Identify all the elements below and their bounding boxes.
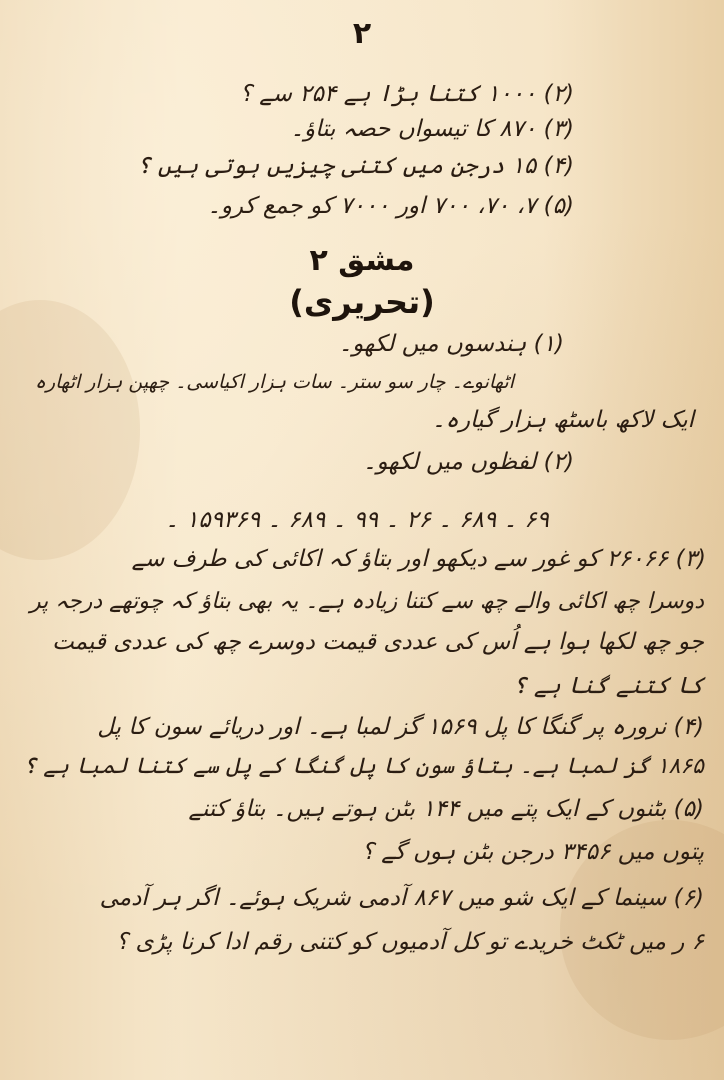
- text-line: (۳) ۲۶۰۶۶ کو غور سے دیکھو اور بتاؤ کہ اکائی کی طرف سے: [131, 546, 706, 572]
- text-line: کا کتنے گنا ہے ؟: [513, 673, 704, 699]
- text-line: ایک لاکھ باسٹھ ہزار گیارہ۔: [432, 407, 694, 433]
- text-line: پتوں میں ۳۴۵۶ درجن بٹن ہوں گے ؟: [361, 839, 704, 865]
- section-question: (۲) لفظوں میں لکھو۔: [363, 449, 574, 475]
- text-line: ۱۸۶۵ گز لمبا ہے۔ بتاؤ سون کا پل گنگا کے پل سے کتنا لمبا ہے ؟: [23, 754, 704, 779]
- numbers-line: ۶۹ ۔ ۶۸۹ ۔ ۲۶ ۔ ۹۹ ۔ ۶۸۹ ۔ ۱۵۹۳۶۹ ۔: [165, 507, 549, 533]
- paper-stain: [0, 300, 140, 560]
- question-line: (۳) ۸۷۰ کا تیسواں حصہ بتاؤ۔: [290, 116, 574, 142]
- text-line: جو چھ لکھا ہوا ہے اُس کی عددی قیمت دوسرے چھ کی عددی قیمت: [52, 629, 704, 655]
- text-line: ۶ ر میں ٹکٹ خریدے تو کل آدمیوں کو کتنی رقم ادا کرنا پڑی ؟: [115, 929, 704, 955]
- question-line: (۵) ۷، ۷۰، ۷۰۰ اور ۷۰۰۰ کو جمع کرو۔: [207, 193, 574, 219]
- page-number: ۲: [352, 16, 372, 51]
- question-line: (۲) ۱۰۰۰ کتنا بڑا ہے ۲۵۴ سے ؟: [239, 81, 574, 107]
- text-line: اٹھانوے۔ چار سو ستر۔ سات ہزار اکیاسی۔ چھپن ہزار اٹھارہ: [34, 371, 514, 393]
- exercise-subtitle: (تحریری): [289, 283, 435, 321]
- text-line: (۶) سینما کے ایک شو میں ۸۶۷ آدمی شریک ہوئے۔ اگر ہر آدمی: [99, 885, 704, 911]
- section-question: (۱) ہندسوں میں لکھو۔: [338, 331, 564, 357]
- exercise-title: مشق ۲: [309, 243, 415, 278]
- question-line: (۴) ۱۵ درجن میں کتنی چیزیں ہوتی ہیں ؟: [137, 153, 574, 179]
- text-line: دوسرا چھ اکائی والے چھ سے کتنا زیادہ ہے۔ یہ بھی بتاؤ کہ چوتھے درجہ پر: [29, 589, 704, 614]
- text-line: (۴) نرورہ پر گنگا کا پل ۱۵۶۹ گز لمبا ہے۔ اور دریائے سون کا پل: [97, 714, 704, 740]
- text-line: (۵) بٹنوں کے ایک پتے میں ۱۴۴ بٹن ہوتے ہیں۔ بتاؤ کتنے: [188, 796, 704, 822]
